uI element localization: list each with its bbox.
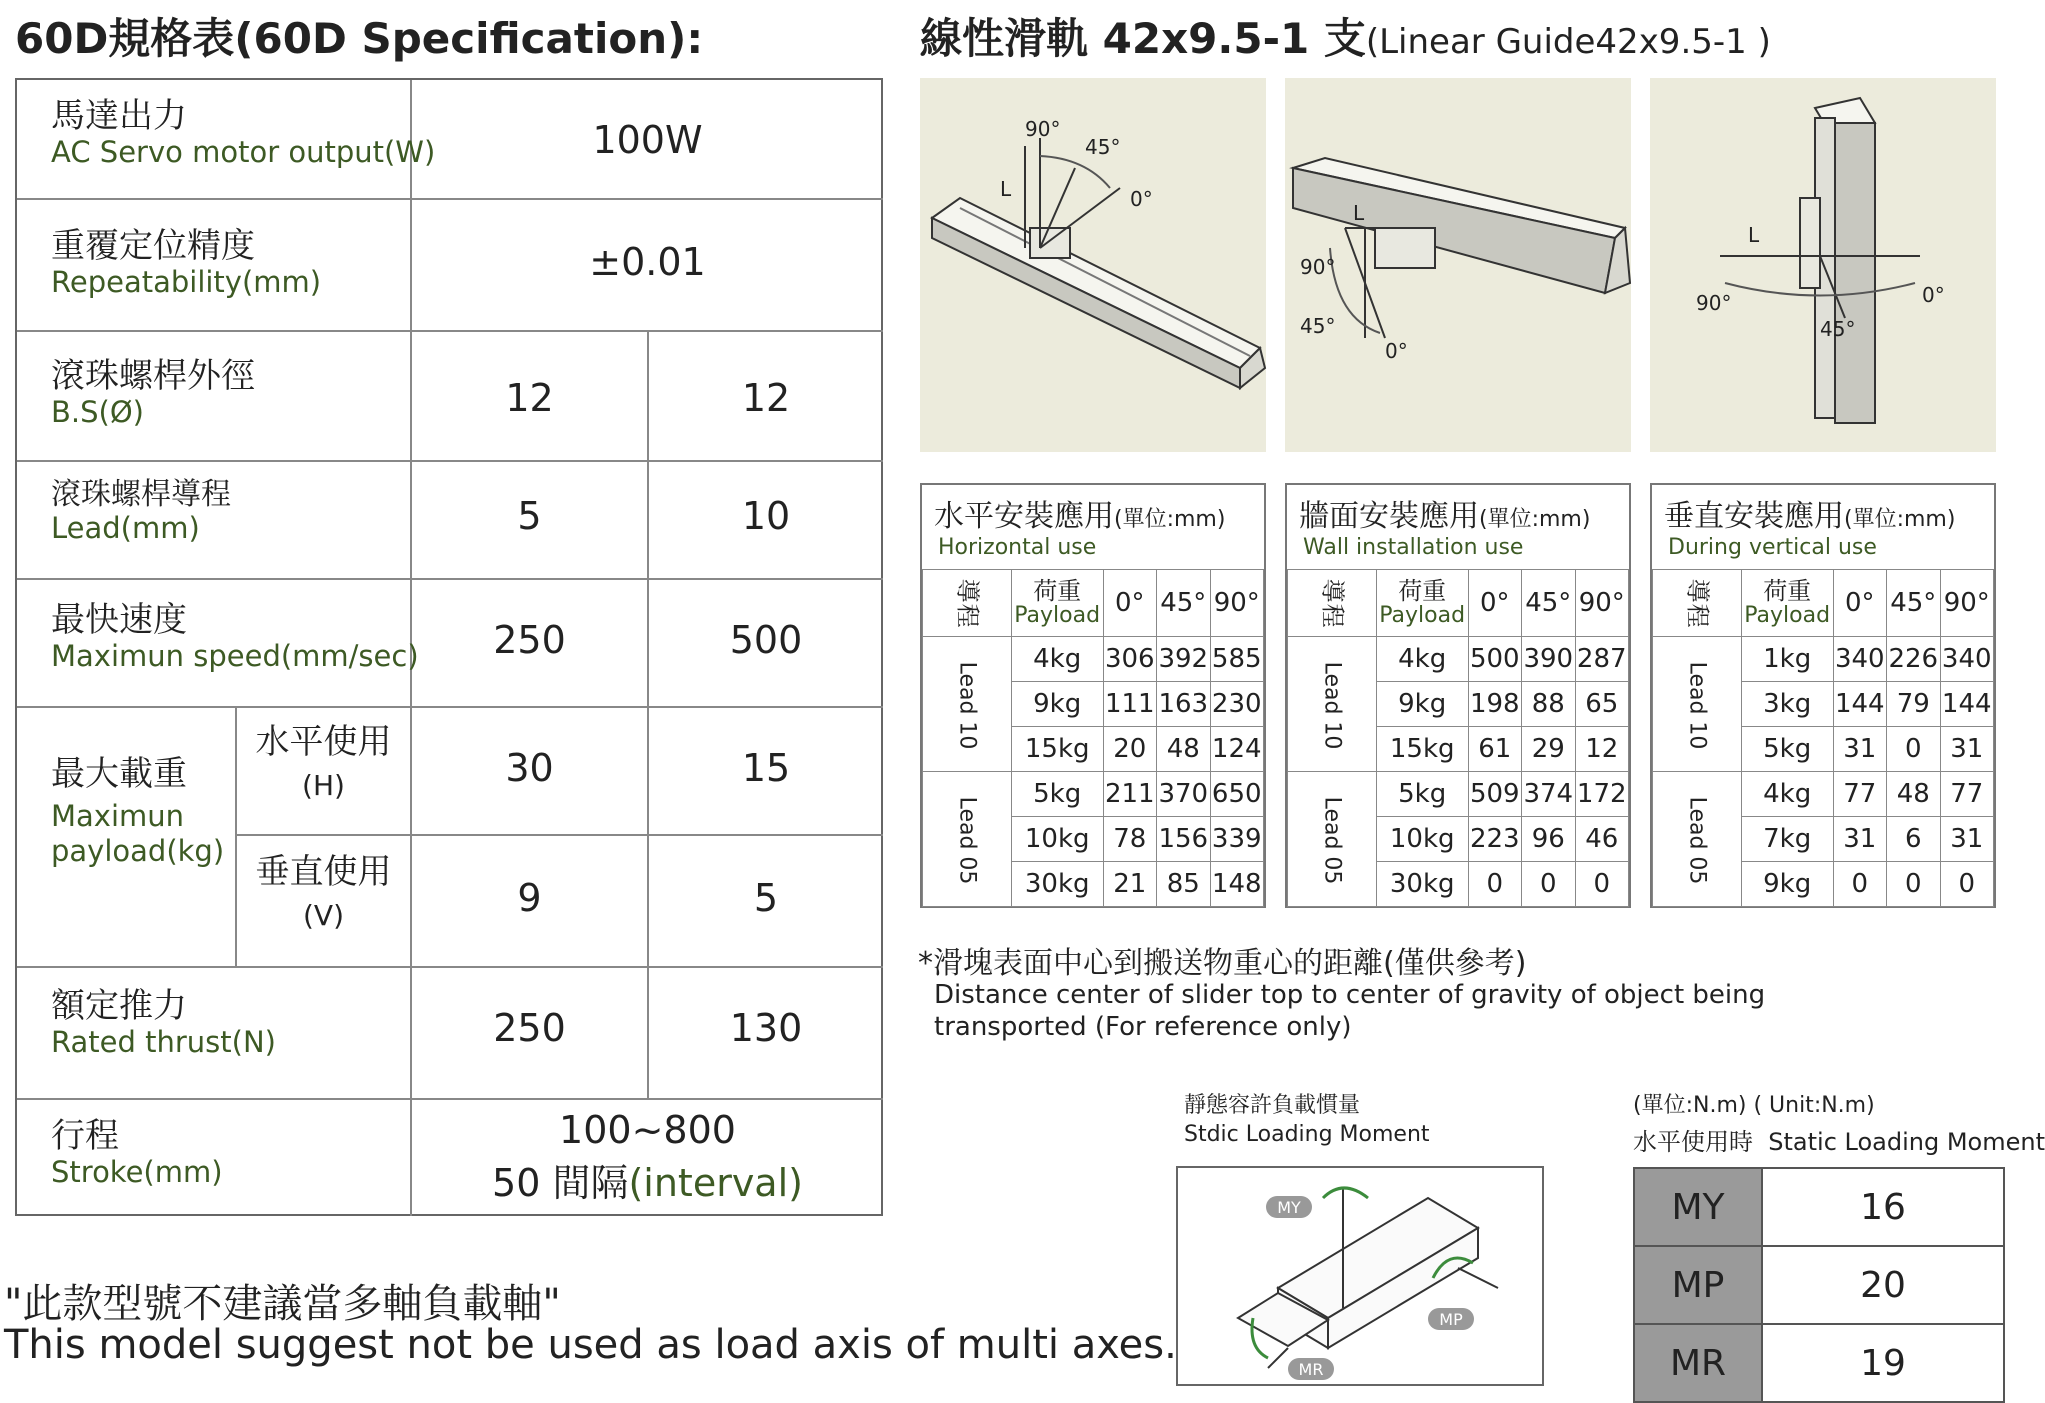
- speed-label: [51, 602, 419, 674]
- payload-header-en: Payload: [1014, 603, 1101, 629]
- payload-cell: 15kg: [1011, 727, 1103, 772]
- payload-cell: 9kg: [1376, 682, 1468, 727]
- distance-cell: 198: [1468, 682, 1521, 727]
- mount-data-table: [1287, 569, 1629, 907]
- lead-header-cn1: 導: [953, 578, 982, 603]
- svg-text:MP: MP: [1439, 1310, 1463, 1329]
- payload-cell: 4kg: [1011, 637, 1103, 682]
- repeat-value: ±0.01: [589, 240, 706, 284]
- w-deg90: 90°: [1300, 255, 1336, 279]
- horizontal-mount-diagram: [920, 78, 1266, 452]
- table-row: [1634, 1246, 2004, 1324]
- mount-title-unit: (單位:mm): [1479, 507, 1591, 532]
- w-deg45: 45°: [1300, 314, 1336, 338]
- payload-cell: 5kg: [1741, 727, 1833, 772]
- distance-cell: 111: [1103, 682, 1156, 727]
- mount-table-title: [934, 491, 1225, 535]
- mount-data-table: [1652, 569, 1994, 907]
- payload-header-en: Payload: [1744, 603, 1831, 629]
- payload-header-cn: 荷重: [1763, 576, 1812, 605]
- my-badge: [1266, 1196, 1312, 1218]
- payload-h-value-2: 15: [741, 746, 791, 790]
- lead-05-label: Lead 05: [1684, 796, 1710, 885]
- distance-cell: 31: [1940, 727, 1994, 772]
- payload-cell: 5kg: [1376, 772, 1468, 817]
- payload-v-value-1: 9: [517, 876, 542, 920]
- distance-cell: 0: [1833, 862, 1886, 907]
- payload-cell: 7kg: [1741, 817, 1833, 862]
- moment-value: 16: [1762, 1168, 2004, 1246]
- thrust-cn: 額定推力: [51, 986, 187, 1026]
- thrust-label: [51, 988, 276, 1060]
- bs-value-2: 12: [741, 376, 791, 420]
- payload-cell: 30kg: [1011, 862, 1103, 907]
- distance-cell: 374: [1522, 772, 1575, 817]
- payload-cell: 10kg: [1011, 817, 1103, 862]
- table-header-row: [1653, 570, 1994, 637]
- distance-cell: 77: [1833, 772, 1886, 817]
- lead-10-label: Lead 10: [1319, 661, 1345, 750]
- distance-cell: 156: [1157, 817, 1210, 862]
- distance-cell: 46: [1575, 817, 1629, 862]
- lead-10-label: Lead 10: [954, 661, 980, 750]
- distance-cell: 0: [1522, 862, 1575, 907]
- distance-cell: 31: [1940, 817, 1994, 862]
- distance-cell: 500: [1468, 637, 1521, 682]
- distance-cell: 31: [1833, 727, 1886, 772]
- horizontal-load-table: [920, 483, 1266, 908]
- payload-v-label: [237, 854, 410, 932]
- moment-unit: (單位:N.m) ( Unit:N.m): [1633, 1093, 1875, 1118]
- distance-cell: 6: [1887, 817, 1940, 862]
- guide-title: [920, 6, 1771, 66]
- stroke-range: 100~800: [559, 1108, 736, 1152]
- note-en: This model suggest not be used as load axis of multi axes.: [4, 1322, 1177, 1368]
- payload-header: [1011, 570, 1103, 637]
- distance-cell: 370: [1157, 772, 1210, 817]
- w-L: L: [1353, 201, 1365, 225]
- payload-cn: 最大載重: [51, 754, 187, 794]
- speed-cn: 最快速度: [51, 600, 187, 640]
- wall-mount-diagram: [1285, 78, 1631, 452]
- table-header-row: [1288, 570, 1629, 637]
- payload-label: [51, 756, 224, 869]
- distance-cell: 88: [1522, 682, 1575, 727]
- lead-en: Lead(mm): [51, 511, 200, 545]
- payload-cell: 4kg: [1741, 772, 1833, 817]
- distance-cell: 48: [1157, 727, 1210, 772]
- lead-05-cell: [923, 772, 1012, 907]
- vertical-load-table: [1650, 483, 1996, 908]
- moment-key: MR: [1634, 1324, 1762, 1402]
- payload-cell: 15kg: [1376, 727, 1468, 772]
- distance-cell: 509: [1468, 772, 1521, 817]
- mount-title-cn: 牆面安裝應用: [1299, 499, 1479, 534]
- distance-cell: 0: [1575, 862, 1629, 907]
- lead-header-cn2: 程: [1318, 603, 1347, 628]
- moment-value: 20: [1762, 1246, 2004, 1324]
- payload-cell: 1kg: [1741, 637, 1833, 682]
- static-moment-diagram: [1176, 1166, 1544, 1386]
- payload-h-cn: 水平使用: [255, 722, 392, 762]
- speed-value-2: 500: [729, 618, 803, 662]
- distance-cell: 144: [1833, 682, 1886, 727]
- svg-text:MR: MR: [1298, 1360, 1324, 1379]
- w-deg0: 0°: [1385, 339, 1408, 363]
- guide-title-en: (Linear Guide42x9.5-1 ): [1365, 22, 1771, 62]
- mount-table-title: [1664, 491, 1955, 535]
- v-deg0: 0°: [1922, 283, 1945, 307]
- repeat-cn: 重覆定位精度: [51, 226, 255, 266]
- distance-cell: 0: [1940, 862, 1994, 907]
- mount-table-title: [1299, 491, 1590, 535]
- lead-cn: 滾珠螺桿導程: [51, 477, 231, 512]
- payload-cell: 3kg: [1741, 682, 1833, 727]
- motor-label: [51, 98, 435, 170]
- lead-header: [1288, 570, 1377, 637]
- vertical-mount-diagram: [1650, 78, 1996, 452]
- lead-05-label: Lead 05: [1319, 796, 1345, 885]
- mr-badge: [1288, 1358, 1334, 1380]
- lead-05-cell: [1653, 772, 1742, 907]
- bs-label: [51, 358, 255, 430]
- v-deg90: 90°: [1696, 291, 1732, 315]
- motor-value: 100W: [592, 118, 703, 162]
- mount-table-subtitle: Wall installation use: [1303, 535, 1524, 560]
- distance-cell: 29: [1522, 727, 1575, 772]
- lead-header-cn1: 導: [1683, 578, 1712, 603]
- speed-value-1: 250: [493, 618, 566, 662]
- distance-cell: 390: [1522, 637, 1575, 682]
- angle-45-header: 45°: [1887, 570, 1940, 637]
- lead-header-cn2: 程: [953, 603, 982, 628]
- lead-header: [1653, 570, 1742, 637]
- distance-cell: 77: [1940, 772, 1994, 817]
- distance-cell: 339: [1210, 817, 1264, 862]
- svg-text:MY: MY: [1277, 1198, 1301, 1217]
- mount-data-table: [922, 569, 1264, 907]
- distance-cell: 230: [1210, 682, 1264, 727]
- h-deg90: 90°: [1025, 117, 1061, 141]
- lead-05-cell: [1288, 772, 1377, 907]
- payload-v-value-2: 5: [753, 876, 779, 920]
- distance-cell: 0: [1887, 727, 1940, 772]
- stroke-en: Stroke(mm): [51, 1155, 223, 1190]
- angle-45-header: 45°: [1522, 570, 1575, 637]
- distance-cell: 226: [1887, 637, 1940, 682]
- mount-title-unit: (單位:mm): [1844, 507, 1956, 532]
- distance-cell: 144: [1940, 682, 1994, 727]
- distance-cell: 48: [1887, 772, 1940, 817]
- distance-note-en2: transported (For reference only): [934, 1012, 1352, 1042]
- payload-header: [1376, 570, 1468, 637]
- h-L: L: [1000, 177, 1012, 201]
- bs-cn: 滾珠螺桿外徑: [51, 356, 255, 396]
- lead-value-1: 5: [517, 494, 542, 538]
- h-deg45: 45°: [1085, 135, 1121, 159]
- repeat-label: [51, 228, 321, 300]
- thrust-en: Rated thrust(N): [51, 1025, 276, 1060]
- speed-en: Maximun speed(mm/sec): [51, 639, 419, 674]
- moment-table: [1633, 1167, 2005, 1403]
- payload-cell: 9kg: [1741, 862, 1833, 907]
- angle-45-header: 45°: [1157, 570, 1210, 637]
- angle-90-header: 90°: [1940, 570, 1994, 637]
- payload-cell: 9kg: [1011, 682, 1103, 727]
- mount-table-subtitle: During vertical use: [1668, 535, 1877, 560]
- distance-cell: 0: [1887, 862, 1940, 907]
- angle-0-header: 0°: [1468, 570, 1521, 637]
- spec-title: 60D規格表(60D Specification):: [15, 14, 704, 63]
- distance-note-en1: Distance center of slider top to center of gravity of object being: [934, 980, 1766, 1010]
- payload-v-en: (V): [302, 899, 344, 933]
- moment-key: MP: [1634, 1246, 1762, 1324]
- distance-cell: 31: [1833, 817, 1886, 862]
- distance-cell: 287: [1575, 637, 1629, 682]
- payload-h-label: [237, 724, 410, 802]
- distance-cell: 0: [1468, 862, 1521, 907]
- distance-cell: 85: [1157, 862, 1210, 907]
- lead-header-cn1: 導: [1318, 578, 1347, 603]
- stroke-value: [412, 1108, 883, 1207]
- payload-en2: payload(kg): [51, 834, 225, 869]
- angle-90-header: 90°: [1210, 570, 1264, 637]
- stroke-interval: [412, 1152, 883, 1207]
- stroke-label: [51, 1118, 223, 1190]
- moment-caption-en: Static Loading Moment: [1768, 1128, 2045, 1156]
- angle-0-header: 0°: [1833, 570, 1886, 637]
- bs-en: B.S(Ø): [51, 395, 144, 430]
- mount-title-cn: 水平安裝應用: [934, 499, 1114, 534]
- stroke-interval-en: (interval): [628, 1161, 803, 1205]
- payload-v-cn: 垂直使用: [255, 852, 392, 892]
- thrust-value-2: 130: [729, 1006, 803, 1050]
- moment-value: 19: [1762, 1324, 2004, 1402]
- wall-load-table: [1285, 483, 1631, 908]
- lead-header-cn2: 程: [1683, 603, 1712, 628]
- distance-cell: 650: [1210, 772, 1264, 817]
- static-title-en: Stdic Loading Moment: [1184, 1122, 1430, 1147]
- mp-badge: [1428, 1308, 1474, 1330]
- mount-title-cn: 垂直安裝應用: [1664, 499, 1844, 534]
- distance-cell: 65: [1575, 682, 1629, 727]
- payload-cell: 30kg: [1376, 862, 1468, 907]
- payload-cell: 10kg: [1376, 817, 1468, 862]
- table-header-row: [923, 570, 1264, 637]
- lead-05-label: Lead 05: [954, 796, 980, 885]
- distance-cell: 340: [1940, 637, 1994, 682]
- distance-cell: 124: [1210, 727, 1264, 772]
- distance-cell: 79: [1887, 682, 1940, 727]
- motor-en: AC Servo motor output(W): [51, 135, 436, 170]
- distance-cell: 61: [1468, 727, 1521, 772]
- distance-cell: 20: [1103, 727, 1156, 772]
- distance-cell: 340: [1833, 637, 1886, 682]
- distance-cell: 172: [1575, 772, 1629, 817]
- bs-value-1: 12: [505, 376, 554, 420]
- h-deg0: 0°: [1130, 187, 1153, 211]
- payload-header-cn: 荷重: [1033, 576, 1082, 605]
- distance-cell: 392: [1157, 637, 1210, 682]
- repeat-en: Repeatability(mm): [51, 265, 322, 300]
- payload-cell: 4kg: [1376, 637, 1468, 682]
- payload-header-en: Payload: [1379, 603, 1466, 629]
- thrust-value-1: 250: [493, 1006, 566, 1050]
- lead-label: [51, 478, 231, 546]
- table-row: [923, 772, 1264, 817]
- distance-cell: 21: [1103, 862, 1156, 907]
- static-title-cn: 靜態容許負載慣量: [1184, 1093, 1361, 1118]
- angle-90-header: 90°: [1575, 570, 1629, 637]
- moment-caption-cn: 水平使用時: [1633, 1128, 1753, 1156]
- lead-header: [923, 570, 1012, 637]
- payload-header: [1741, 570, 1833, 637]
- note-cn: "此款型號不建議當多軸負載軸": [4, 1281, 561, 1327]
- v-L: L: [1748, 223, 1760, 247]
- stroke-cn: 行程: [51, 1116, 119, 1156]
- moment-caption: [1633, 1122, 2045, 1157]
- distance-note-cn: *滑塊表面中心到搬送物重心的距離(僅供參考): [918, 946, 1527, 981]
- distance-cell: 163: [1157, 682, 1210, 727]
- table-row: [1653, 772, 1994, 817]
- distance-cell: 585: [1210, 637, 1264, 682]
- payload-header-cn: 荷重: [1398, 576, 1447, 605]
- stroke-interval-cn: 50 間隔: [492, 1161, 629, 1205]
- table-row: [1634, 1324, 2004, 1402]
- spec-table: [15, 78, 883, 1216]
- motor-cn: 馬達出力: [51, 96, 187, 136]
- distance-cell: 223: [1468, 817, 1521, 862]
- mount-title-unit: (單位:mm): [1114, 507, 1226, 532]
- moment-key: MY: [1634, 1168, 1762, 1246]
- v-deg45: 45°: [1820, 317, 1856, 341]
- table-row: [1634, 1168, 2004, 1246]
- payload-h-en: (H): [302, 769, 345, 803]
- lead-value-2: 10: [741, 494, 791, 538]
- distance-cell: 148: [1210, 862, 1264, 907]
- angle-0-header: 0°: [1103, 570, 1156, 637]
- payload-h-value-1: 30: [505, 746, 554, 790]
- distance-cell: 211: [1103, 772, 1156, 817]
- guide-title-cn: 線性滑軌 42x9.5-1 支: [920, 14, 1366, 63]
- lead-10-label: Lead 10: [1684, 661, 1710, 750]
- table-row: [1288, 772, 1629, 817]
- mount-table-subtitle: Horizontal use: [938, 535, 1097, 560]
- payload-cell: 5kg: [1011, 772, 1103, 817]
- payload-en1: Maximun: [51, 799, 185, 834]
- distance-cell: 96: [1522, 817, 1575, 862]
- distance-cell: 78: [1103, 817, 1156, 862]
- distance-cell: 306: [1103, 637, 1156, 682]
- distance-cell: 12: [1575, 727, 1629, 772]
